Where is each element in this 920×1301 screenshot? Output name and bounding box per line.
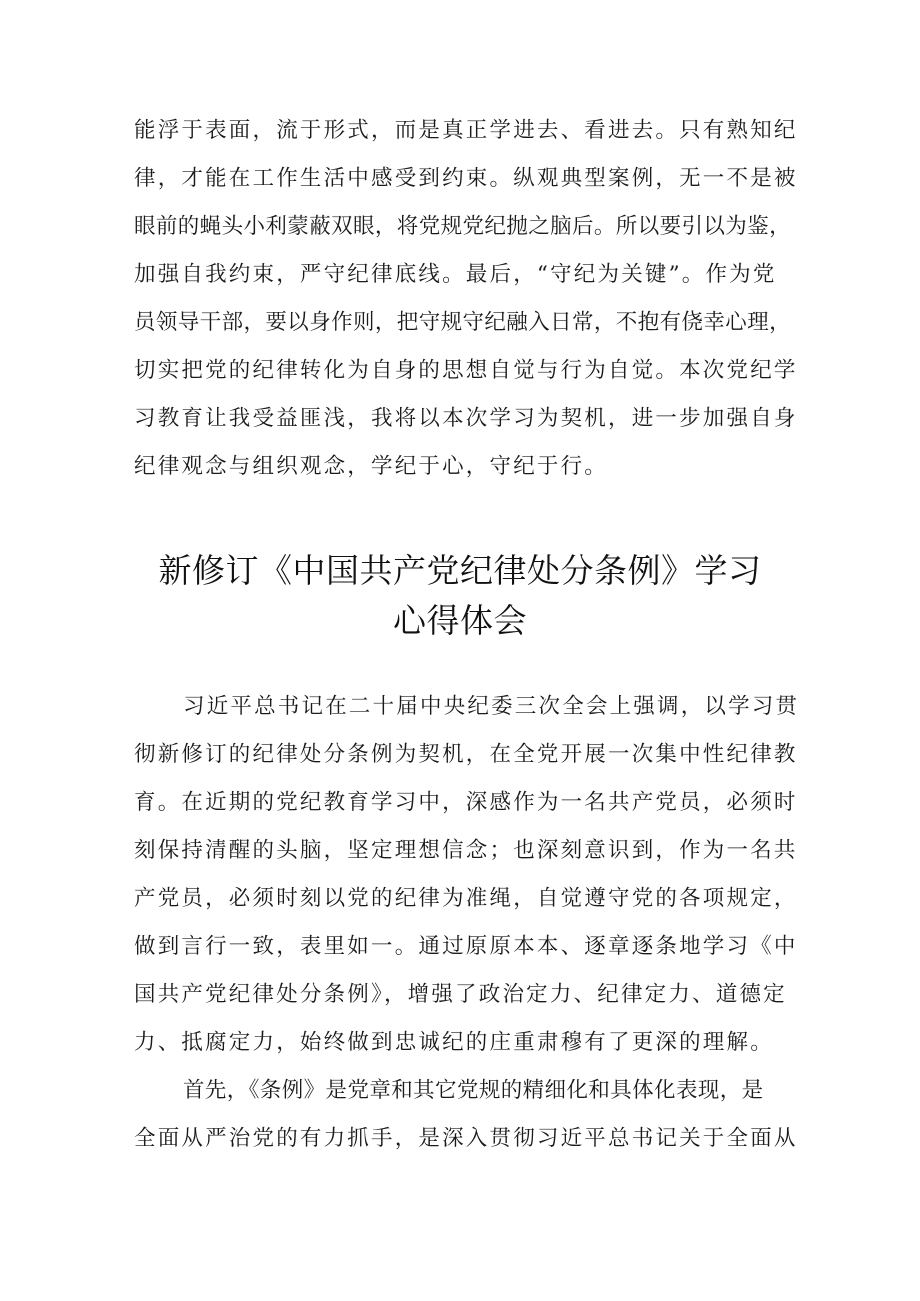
text-line: 律，才能在工作生活中感受到约束。纵观典型案例，无一不是被 bbox=[134, 166, 798, 191]
paragraph-first-line: 习近平总书记在二十届中央纪委三次全会上强调，以学习贯 bbox=[183, 694, 800, 719]
text-line: 国共产党纪律处分条例》，增强了政治定力、纪律定力、道德定 bbox=[134, 982, 787, 1007]
text-line: 育。在近期的党纪教育学习中，深感作为一名共产党员，必须时 bbox=[134, 790, 798, 815]
article-title-line-1: 新修订《中国共产党纪律处分条例》学习 bbox=[158, 551, 762, 590]
text-line: 刻保持清醒的头脑，坚定理想信念；也深刻意识到，作为一名共 bbox=[134, 838, 798, 863]
text-line: 习教育让我受益匪浅，我将以本次学习为契机，进一步加强自身 bbox=[134, 406, 798, 431]
text-line: 员领导干部，要以身作则，把守规守纪融入日常，不抱有侥幸心理， bbox=[134, 310, 792, 335]
text-line: 切实把党的纪律转化为自身的思想自觉与行为自觉。本次党纪学 bbox=[134, 358, 798, 383]
paragraph-first-line: 首先，《条例》是党章和其它党规的精细化和具体化表现，是 bbox=[183, 1078, 764, 1103]
text-line: 彻新修订的纪律处分条例为契机，在全党开展一次集中性纪律教 bbox=[134, 742, 798, 767]
text-line: 做到言行一致，表里如一。通过原原本本、逐章逐条地学习《中 bbox=[134, 934, 798, 959]
text-line: 力、抵腐定力，始终做到忠诚纪的庄重肃穆有了更深的理解。 bbox=[134, 1030, 774, 1055]
text-line: 加强自我约束，严守纪律底线。最后，“守纪为关键”。作为党 bbox=[134, 262, 777, 287]
article-title-line-2: 心得体会 bbox=[393, 601, 527, 640]
text-line: 能浮于表面，流于形式，而是真正学进去、看进去。只有熟知纪 bbox=[134, 118, 798, 143]
text-line: 全面从严治党的有力抓手，是深入贯彻习近平总书记关于全面从 bbox=[134, 1126, 798, 1151]
text-line: 眼前的蝇头小利蒙蔽双眼，将党规党纪抛之脑后。所以要引以为鉴， bbox=[134, 214, 792, 239]
text-line: 纪律观念与组织观念，学纪于心，守纪于行。 bbox=[134, 454, 609, 479]
text-line: 产党员，必须时刻以党的纪律为准绳，自觉遵守党的各项规定， bbox=[134, 886, 798, 911]
